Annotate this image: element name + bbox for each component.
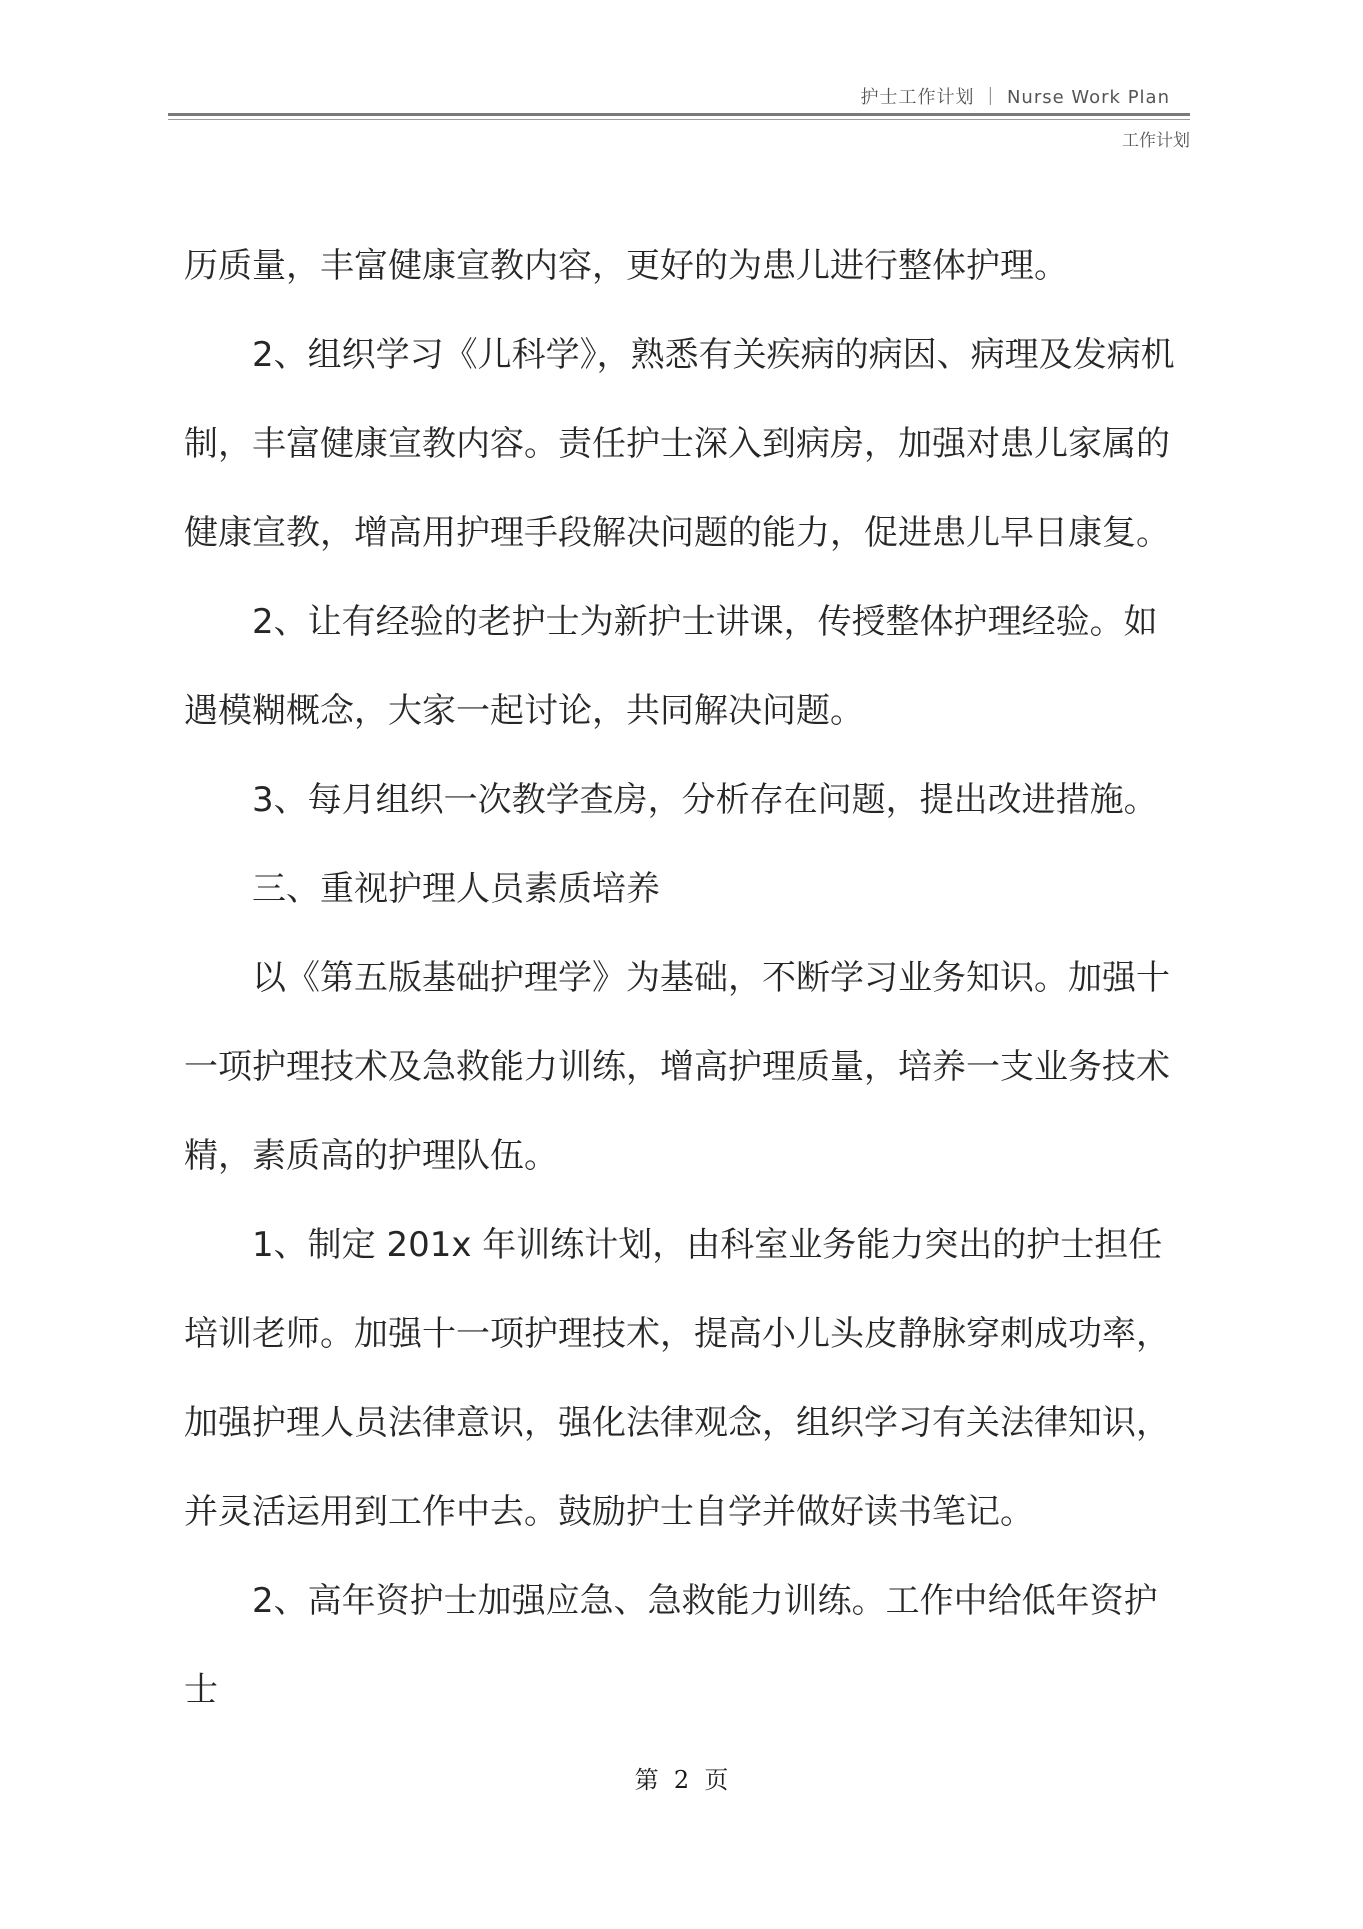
paragraph: 2、让有经验的老护士为新护士讲课，传授整体护理经验。如遇模糊概念，大家一起讨论，共同解决问题。 xyxy=(184,602,1158,731)
document-body xyxy=(184,222,1184,1735)
paragraph: 以《第五版基础护理学》为基础，不断学习业务知识。加强十一项护理技术及急救能力训练，增高护理质量，培养一支业务技术精，素质高的护理队伍。 xyxy=(184,958,1170,1176)
paragraph: 3、每月组织一次教学查房，分析存在问题，提出改进措施。 xyxy=(252,780,1158,820)
paragraph: 2、高年资护士加强应急、急救能力训练。工作中给低年资护士 xyxy=(184,1581,1158,1710)
header-subtitle: 工作计划 xyxy=(1122,131,1190,151)
paragraph: 1、制定 201x 年训练计划，由科室业务能力突出的护士担任培训老师。加强十一项护理技术，提高小儿头皮静脉穿刺成功率，加强护理人员法律意识，强化法律观念，组织学习有关法律知识，并灵活运用到工作中去。鼓励护士自学并做好读书笔记。 xyxy=(184,1225,1170,1532)
header-rule-thick xyxy=(168,113,1190,116)
paragraph: 历质量，丰富健康宣教内容，更好的为患儿进行整体护理。 xyxy=(184,246,1068,286)
page-header xyxy=(168,78,1190,158)
section-heading: 三、重视护理人员素质培养 xyxy=(252,869,660,909)
page-number: 第 2 页 xyxy=(634,1766,729,1794)
header-title: 护士工作计划 ｜ Nurse Work Plan xyxy=(860,87,1170,108)
paragraph: 2、组织学习《儿科学》，熟悉有关疾病的病因、病理及发病机制，丰富健康宣教内容。责任护士深入到病房，加强对患儿家属的健康宣教，增高用护理手段解决问题的能力，促进患儿早日康复。 xyxy=(184,335,1175,553)
header-rule-thin xyxy=(168,119,1190,120)
